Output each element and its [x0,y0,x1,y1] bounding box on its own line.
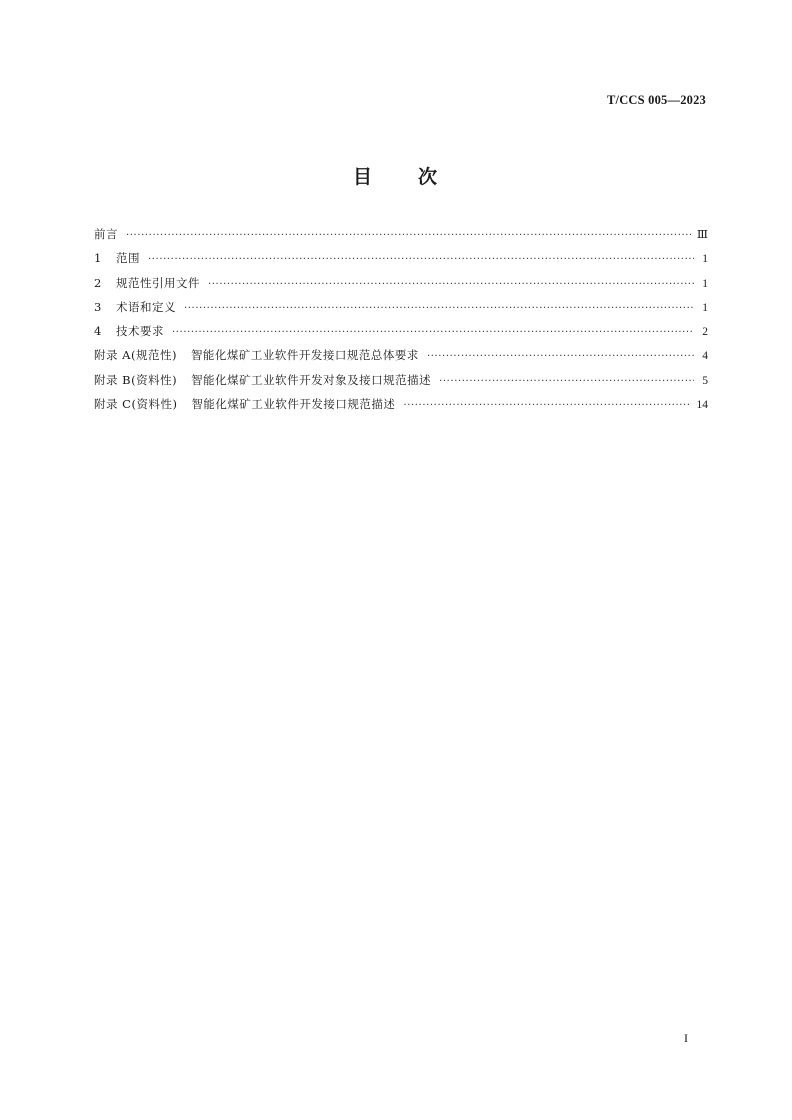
dot-leader [172,327,694,338]
toc-entry-label: 范围 [116,251,140,266]
toc-entry-label: 技术要求 [116,324,164,339]
document-code: T/CCS 005—2023 [607,93,706,107]
toc-entry-subtitle: 智能化煤矿工业软件开发接口规范描述 [191,397,396,412]
page-number: I [684,1031,688,1045]
dot-leader [126,230,691,241]
toc-entry-page: 1 [702,253,708,266]
table-of-contents [94,226,708,420]
toc-entry-annex-c[interactable] [94,396,708,420]
toc-entry-scope[interactable] [94,250,708,274]
toc-entry-subtitle: 智能化煤矿工业软件开发接口规范总体要求 [190,348,419,363]
toc-entry-label: 附录 A(规范性) [94,348,177,363]
toc-title-left: 目 [352,166,374,188]
toc-entry-label: 术语和定义 [116,299,176,314]
toc-entry-number: 2 [94,275,102,290]
toc-entry-label: 前言 [94,227,118,241]
toc-entry-label: 附录 B(资料性) [94,372,178,387]
toc-entry-page: Ⅲ [696,229,708,241]
toc-title-right: 次 [418,166,440,188]
dot-leader [439,376,694,387]
toc-entry-normative-references[interactable] [94,275,708,299]
toc-entry-subtitle: 智能化煤矿工业软件开发对象及接口规范描述 [191,372,432,387]
dot-leader [184,303,694,314]
toc-entry-number: 4 [94,324,102,339]
toc-entry-page: 14 [696,399,708,412]
toc-entry-page: 2 [702,326,708,339]
dot-leader [148,254,694,265]
toc-entry-foreword[interactable] [94,226,708,250]
toc-entry-terms-definitions[interactable] [94,299,708,323]
toc-entry-page: 5 [702,374,708,387]
toc-entry-annex-a[interactable] [94,347,708,371]
toc-title [0,162,792,189]
toc-entry-technical-requirements[interactable] [94,323,708,347]
toc-entry-number: 1 [94,251,102,266]
toc-entry-label: 附录 C(资料性) [94,397,178,412]
toc-entry-annex-b[interactable] [94,372,708,396]
dot-leader [208,279,694,290]
toc-entry-page: 1 [702,301,708,314]
toc-entry-number: 3 [94,299,102,314]
dot-leader [403,400,690,411]
toc-entry-page: 1 [702,277,708,290]
toc-entry-label: 规范性引用文件 [116,275,200,290]
dot-leader [427,351,694,362]
toc-entry-page: 4 [702,350,708,363]
